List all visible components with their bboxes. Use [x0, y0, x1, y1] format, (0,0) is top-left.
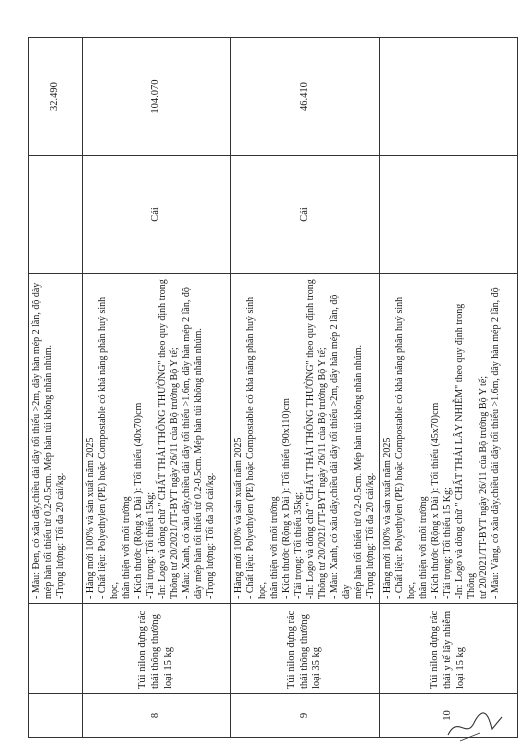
desc-line: -Trọng lượng: Tối đa 20 cái/kg. [365, 472, 376, 599]
desc-line: - Hàng mới 100% và sản xuất năm 2025 [382, 437, 393, 599]
table-row [380, 38, 518, 738]
item-name [29, 604, 83, 694]
item-description [380, 274, 518, 604]
item-unit [380, 156, 518, 274]
desc-line: -Tải trọng: Tối thiểu 35kg; [293, 491, 304, 599]
item-description [231, 274, 380, 604]
handwritten-signature [440, 705, 510, 745]
item-quantity: 104.070 [83, 38, 231, 156]
desc-line: thân thiện với môi trường [121, 496, 132, 599]
desc-line: - Màu: Xanh, có xâu dây,chiều dài dây tối thiểu >2m, dây hàn mép 2 lần, độ dày [329, 294, 352, 599]
desc-line: - Chất liệu: Polyethylen (PE) hoặc Compostable có khả năng phân huỷ sinh học, [97, 296, 120, 599]
desc-line: - Hàng mới 100% và sản xuất năm 2025 [85, 437, 96, 599]
desc-line: Thông tư 20/2021/TT-BYT ngày 26/11 của Bộ trưởng Bộ Y tế; [169, 347, 180, 599]
desc-line: thân thiện với môi trường [269, 496, 280, 599]
table-row [83, 38, 231, 738]
desc-line: - Hàng mới 100% và sản xuất năm 2025 [233, 437, 244, 599]
item-quantity: 32.490 [29, 38, 83, 156]
item-quantity: 46.410 [231, 38, 380, 156]
row-number: 10 [380, 694, 518, 738]
item-description [29, 274, 83, 604]
desc-line: - Màu: Đen, có xâu dây,chiều dài dây tối thiểu >2m, dây hàn mép 2 lần, độ dày [31, 282, 42, 599]
desc-line: - Kích thước (Rộng x Dài ): Tối thiểu (45x70)cm [430, 402, 441, 599]
desc-line: -In: Logo và dòng chữ " CHẤT THẢI THÔNG THƯỜNG" theo quy định trong [305, 279, 316, 599]
row-number [29, 694, 83, 738]
item-unit: Cái [231, 156, 380, 274]
desc-line: - Kích thước (Rộng x Dài ): Tối thiểu (40x70)cm [133, 402, 144, 599]
desc-line: dày mép hàn tối thiểu từ 0.2-0.5cm. Mép hàn túi không nhăn nhúm. [193, 328, 204, 599]
desc-line: -Trọng lượng: Tối đa 20 cái/kg. [55, 472, 66, 599]
desc-line: -Trọng lượng: Tối đa 30 cái/kg. [205, 472, 216, 599]
desc-line: Thông tư 20/2021/TT-BYT ngày 26/11 của Bộ trưởng Bộ Y tế; [317, 347, 328, 599]
spec-table [28, 37, 518, 738]
item-unit [29, 156, 83, 274]
desc-line: mép hàn tối thiểu từ 0.2-0.5cm. Mép hàn túi không nhăn nhúm. [43, 345, 54, 599]
desc-line: tư 20/2021/TT-BYT ngày 26/11 của Bộ trưởng Bộ Y tế; [478, 375, 489, 599]
table-row [29, 38, 83, 738]
desc-line: - Kích thước (Rộng x Dài ): Tối thiểu (90x110)cm [281, 398, 292, 599]
desc-line: -In: Logo và dòng chữ " CHẤT THẢI THÔNG THƯỜNG" theo quy định trong [157, 279, 168, 599]
rotated-page [28, 38, 516, 738]
desc-line: -In: Logo và dòng chữ " CHẤT THẢI LÂY NHIỄM" theo quy định trong Thông [454, 303, 477, 599]
item-unit: Cái [83, 156, 231, 274]
item-name: Túi nilon đựng rác thải y tế lây nhiễm loại 15 kg [380, 604, 518, 694]
desc-line: mép hàn tối thiểu từ 0.2-0.5cm. Mép hàn túi không nhăn nhúm. [353, 345, 364, 599]
desc-line: - Chất liệu: Polyethylen (PE) hoặc Compostable có khả năng phân huỷ sinh học, [245, 296, 268, 599]
desc-line: - Màu: Vàng, có xâu dây,chiều dài dây tối thiểu >1.6m, dây hàn mép 2 lần, độ [490, 287, 501, 599]
item-name: Túi nilon đựng rác thải thông thường loại 35 kg [231, 604, 380, 694]
row-number: 8 [83, 694, 231, 738]
item-name: Túi nilon đựng rác thải thông thường loại 15 kg [83, 604, 231, 694]
desc-line: - Chất liệu: Polyethylen (PE) hoặc Compostable có khả năng phân huỷ sinh học, [394, 296, 417, 599]
row-number: 9 [231, 694, 380, 738]
item-quantity [380, 38, 518, 156]
item-description [83, 274, 231, 604]
desc-line: -Tải trọng: Tối thiểu 15 Kg; [442, 487, 453, 599]
desc-line: -Tải trọng: Tối thiểu 15kg; [145, 491, 156, 599]
table-row [231, 38, 380, 738]
desc-line: - Màu: Xanh, có xâu dây,chiều dài dây tối thiểu >1.6m, dây hàn mép 2 lần, độ [181, 287, 192, 599]
desc-line: thân thiện với môi trường [418, 496, 429, 599]
